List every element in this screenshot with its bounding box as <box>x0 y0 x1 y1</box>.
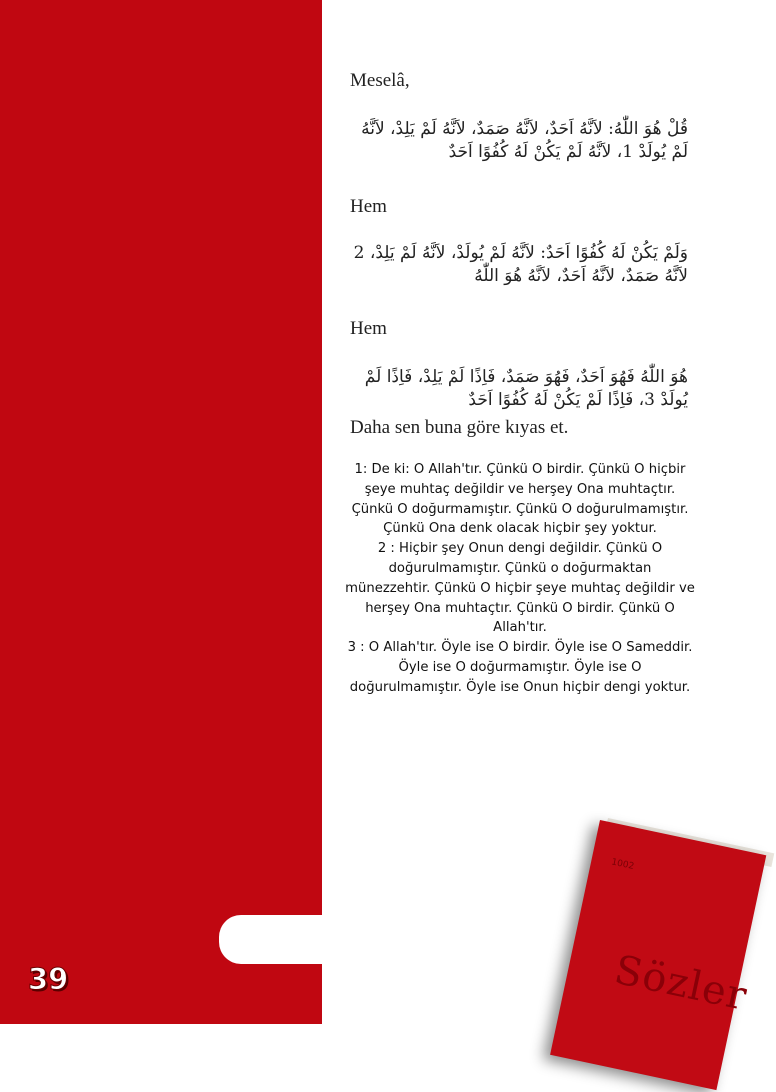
label-hem-2: Hem <box>350 318 387 339</box>
book-title: Sözler <box>610 946 752 1020</box>
footnote-1 <box>344 460 696 539</box>
footnote-text: 3 : O Allah'tır. Öyle ise O birdir. Öyle ise O Sameddir. Öyle ise O doğurmamıştır. Öyle ise O doğurulmamıştır. Öyle ise Onun hiçbir dengi yoktur. <box>347 640 693 695</box>
book-cover-image <box>550 820 766 1090</box>
footnote-3 <box>344 638 696 697</box>
footnote-2 <box>344 539 696 638</box>
book-subtitle-decoration: ​ <box>607 903 609 912</box>
red-side-panel <box>0 0 322 1024</box>
page-number: 39 <box>28 962 69 996</box>
closing-line: Daha sen buna göre kıyas et. <box>350 417 569 438</box>
book-number: 1002 <box>610 857 635 872</box>
arabic-verse-1: قُلْ هُوَ اللّٰهُ: لاَنَّهُ اَحَدٌ، لاَنَّهُ صَمَدٌ، لاَنَّهُ لَمْ يَلِدْ، لاَنَّهُ لَمْ يُولَدْ 1، لاَنَّهُ لَمْ يَكُنْ لَهُ كُفُوًا اَحَدٌ <box>361 119 688 162</box>
footnotes <box>344 460 696 698</box>
arabic-verse-3: هُوَ اللّٰهُ فَهُوَ اَحَدٌ، فَهُوَ صَمَدٌ، فَاِذًا لَمْ يَلِدْ، فَاِذًا لَمْ يُولَدْ 3، فَاِذًا لَمْ يَكُنْ لَهُ كُفُوًا اَحَدٌ <box>364 367 688 410</box>
label-hem-1: Hem <box>350 196 387 217</box>
label-mesela: Meselâ, <box>350 70 410 91</box>
footnote-text: 1: De ki: O Allah'tır. Çünkü O birdir. Çünkü O hiçbir şeye muhtaç değildir ve herşey Ona muhtaçtır. Çünkü O doğurmamıştır. Çünkü O doğurulmamıştır. Çünkü Ona denk olacak hiçbir şey yoktur. <box>351 462 689 537</box>
page-tab <box>219 915 339 964</box>
arabic-verse-2: وَلَمْ يَكُنْ لَهُ كُفُوًا اَحَدٌ: لاَنَّهُ لَمْ يُولَدْ، لاَنَّهُ لَمْ يَلِدْ، 2 لاَنَّهُ صَمَدٌ، لاَنَّهُ اَحَدٌ، لاَنَّهُ هُوَ اللّٰهُ <box>353 243 688 286</box>
footnote-text: 2 : Hiçbir şey Onun dengi değildir. Çünkü O doğurulmamıştır. Çünkü o doğurmaktan münezzehtir. Çünkü O hiçbir şeye muhtaç değildir ve herşey Ona muhtaçtır. Çünkü O birdir. Çünkü O Allah'tır. <box>345 541 695 636</box>
